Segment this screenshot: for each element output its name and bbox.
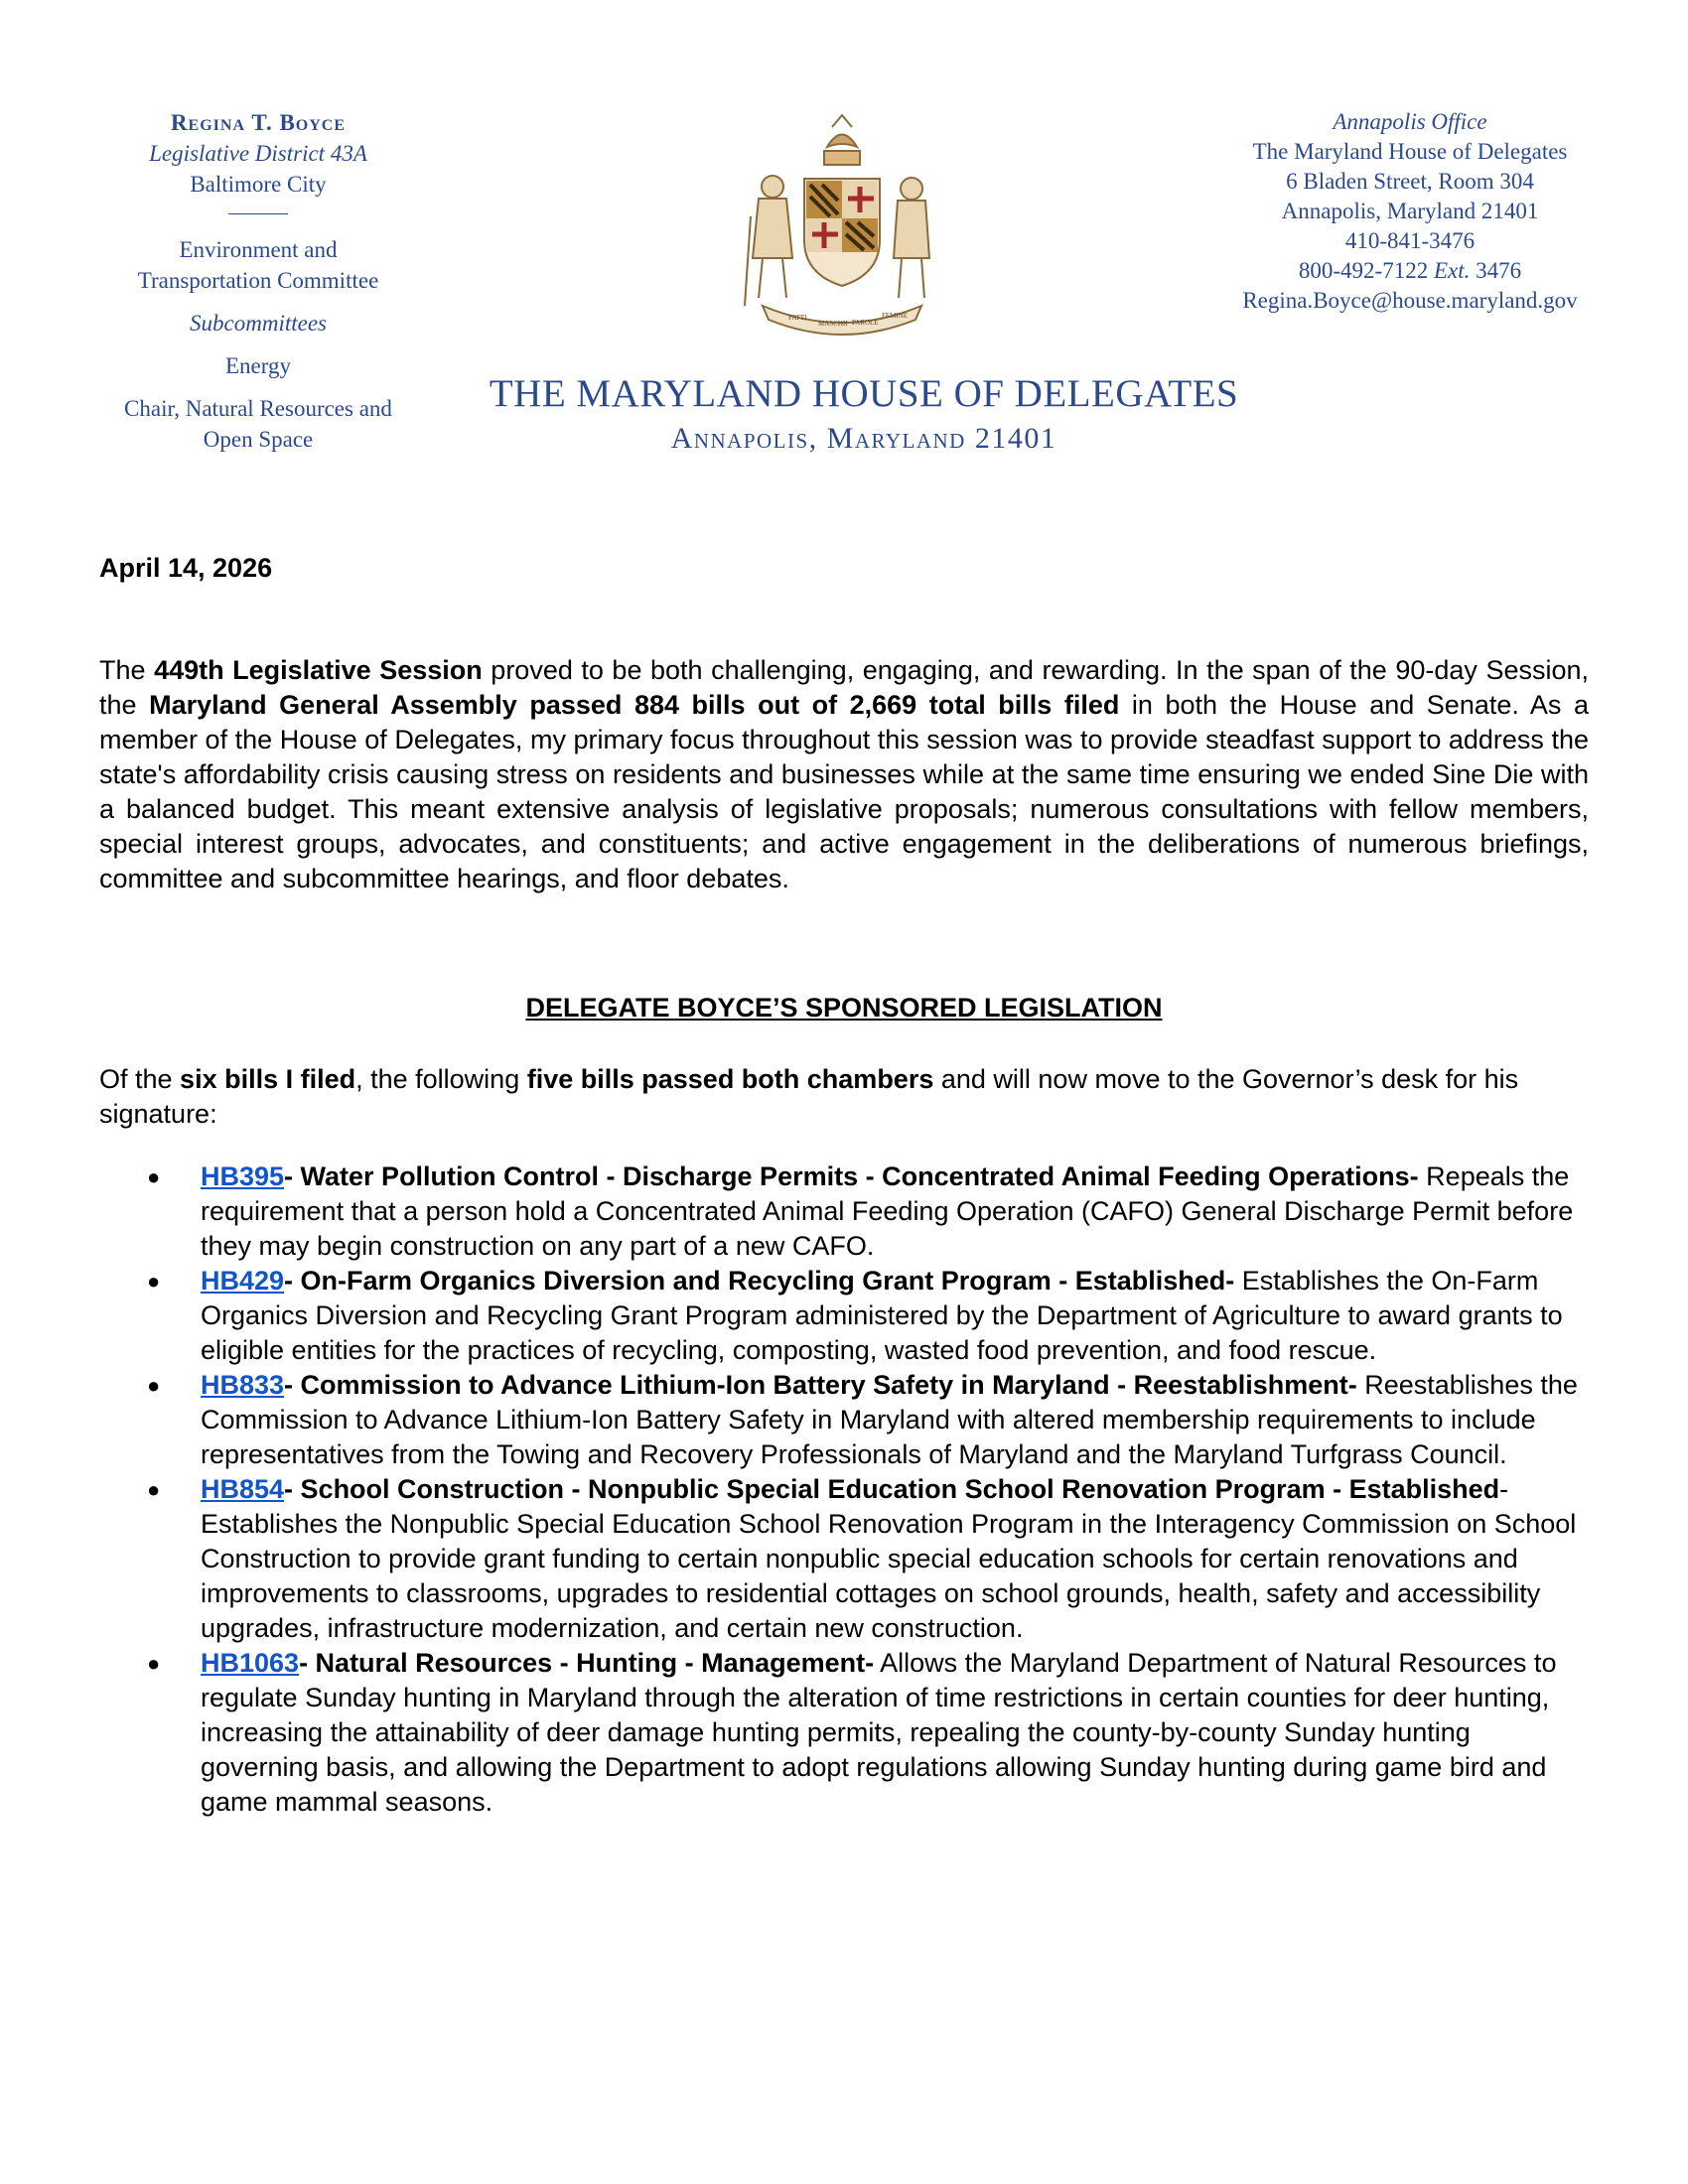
bill-link-hb854[interactable]: HB854 — [201, 1474, 285, 1504]
bullet-icon: ● — [147, 1477, 161, 1502]
office-phone-1: 410-841-3476 — [1344, 228, 1476, 253]
office-email: Regina.Boyce@house.maryland.gov — [1242, 288, 1578, 313]
bill-link-hb429[interactable]: HB429 — [201, 1266, 285, 1296]
city: Baltimore City — [190, 172, 327, 197]
letterhead-left — [99, 107, 417, 455]
list-item — [99, 1472, 1589, 1646]
session-name: 449th Legislative Session — [154, 655, 483, 685]
bill-description: - Establishes the Nonpublic Special Education School Renovation Program in the Interagency Commission on School Construction to provide grant funding to certain nonpublic special education schools for certain renovations and improvements to classrooms, upgrades to residential cottages on school grounds, health, safety and accessibility upgrades, infrastructure modernization, and certain new construction. — [201, 1474, 1577, 1643]
office-phone-2 — [1192, 256, 1628, 286]
bill-link-hb395[interactable]: HB395 — [201, 1161, 285, 1191]
list-item — [99, 1646, 1589, 1820]
bill-description: Allows the Maryland Department of Natural Resources to regulate Sunday hunting in Maryland through the alteration of time restrictions in certain counties for deer hunting, increasing the attainability of deer damage hunting permits, repealing the county-by-county Sunday hunting governing basis, and allowing the Department to adopt regulations allowing Sunday hunting during game bird and game mammal seasons. — [201, 1648, 1557, 1817]
phone-2-ext-label: Ext. — [1433, 258, 1471, 283]
bullet-icon: ● — [147, 1373, 161, 1398]
summary-paragraph: The 449th Legislative Session proved to be both challenging, engaging, and rewarding. In the span of the 90-day Session, the Maryland General Assembly passed 884 bills out of 2,669 total bills filed in both the House and Senate. As a member of the House of Delegates, my primary focus throughout this session was to provide steadfast support to address the state's affordability crisis causing stress on residents and businesses while at the same time ensuring we ended Sine Die with a balanced budget. This meant extensive analysis of legislative proposals; numerous consultations with fellow members, special interest groups, advocates, and constituents; and active engagement in the deliberations of numerous briefings, committee and subcommittee hearings, and floor debates. — [99, 655, 1589, 893]
subcommittee-energy: Energy — [224, 353, 291, 378]
phone-2-ext: 3476 — [1476, 258, 1522, 283]
bill-title: - Commission to Advance Lithium-Ion Battery Safety in Maryland - Reestablishment- — [284, 1370, 1357, 1400]
bill-description: Reestablishes the Commission to Advance Lithium-Ion Battery Safety in Maryland with altered membership requirements to include representatives from the Towing and Recovery Professionals of Maryland and the Maryland Turfgrass Council. — [201, 1370, 1578, 1469]
bill-title: - School Construction - Nonpublic Special Education School Renovation Program - Established — [284, 1474, 1500, 1504]
letterhead-divider — [228, 213, 288, 214]
bullet-icon: ● — [147, 1164, 161, 1189]
legislative-district: Legislative District 43A — [149, 141, 367, 166]
subcommittee-chair-line-1: Chair, Natural Resources and — [124, 396, 392, 421]
list-item — [99, 1160, 1589, 1264]
phone-2-number: 800-492-7122 — [1298, 258, 1429, 283]
bill-title: - On-Farm Organics Diversion and Recycling Grant Program - Established- — [284, 1266, 1235, 1296]
bullet-icon: ● — [147, 1651, 161, 1676]
bills-intro: Of the six bills I filed, the following five bills passed both chambers and will now move to the Governor’s desk for his signature: — [99, 1064, 1519, 1129]
delegate-name: Regina T. Boyce — [170, 110, 347, 135]
bullet-icon: ● — [147, 1269, 161, 1294]
bill-description: Repeals the requirement that a person hold a Concentrated Animal Feeding Operation (CAFO) General Discharge Permit before they may begin construction on any part of a new CAFO. — [201, 1161, 1574, 1261]
bill-description: Establishes the On-Farm Organics Diversion and Recycling Grant Program administered by the Department of Agriculture to award grants to eligible entities for the practices of recycling, composting, wasted food prevention, and food rescue. — [201, 1266, 1563, 1365]
office-line-3: Annapolis, Maryland 21401 — [1281, 199, 1539, 223]
house-title: THE MARYLAND HOUSE OF DELEGATES — [489, 372, 1239, 415]
committee-line-2: Transportation Committee — [137, 268, 379, 293]
section-heading: DELEGATE BOYCE’S SPONSORED LEGISLATION — [525, 993, 1163, 1023]
office-line-1: The Maryland House of Delegates — [1252, 139, 1568, 164]
letterhead-right — [1192, 107, 1628, 316]
seal-banner-word: FATTI — [788, 314, 807, 322]
subcommittee-chair-line-2: Open Space — [203, 427, 314, 452]
house-subtitle: Annapolis, Maryland 21401 — [670, 422, 1057, 455]
bill-link-hb1063[interactable]: HB1063 — [201, 1648, 300, 1678]
seal-banner-word: FEMINE — [882, 312, 909, 320]
bill-title: - Water Pollution Control - Discharge Permits - Concentrated Animal Feeding Operations- — [284, 1161, 1419, 1191]
seal-banner-word: PAROLE — [852, 319, 879, 327]
bills-list — [99, 1160, 1589, 1820]
committee-line-1: Environment and — [179, 237, 338, 262]
letter-date: April 14, 2026 — [99, 553, 273, 583]
bill-link-hb833[interactable]: HB833 — [201, 1370, 285, 1400]
list-item — [99, 1264, 1589, 1368]
seal-banner-word: MASCHII — [818, 320, 848, 328]
office-label: Annapolis Office — [1333, 109, 1487, 134]
bills-passed-stat: Maryland General Assembly passed 884 bills out of 2,669 total bills filed — [149, 690, 1120, 720]
list-item — [99, 1368, 1589, 1472]
maryland-seal-icon — [733, 107, 951, 345]
subcommittees-label: Subcommittees — [190, 311, 327, 336]
office-line-2: 6 Bladen Street, Room 304 — [1286, 169, 1534, 194]
bill-title: - Natural Resources - Hunting - Management- — [299, 1648, 875, 1678]
